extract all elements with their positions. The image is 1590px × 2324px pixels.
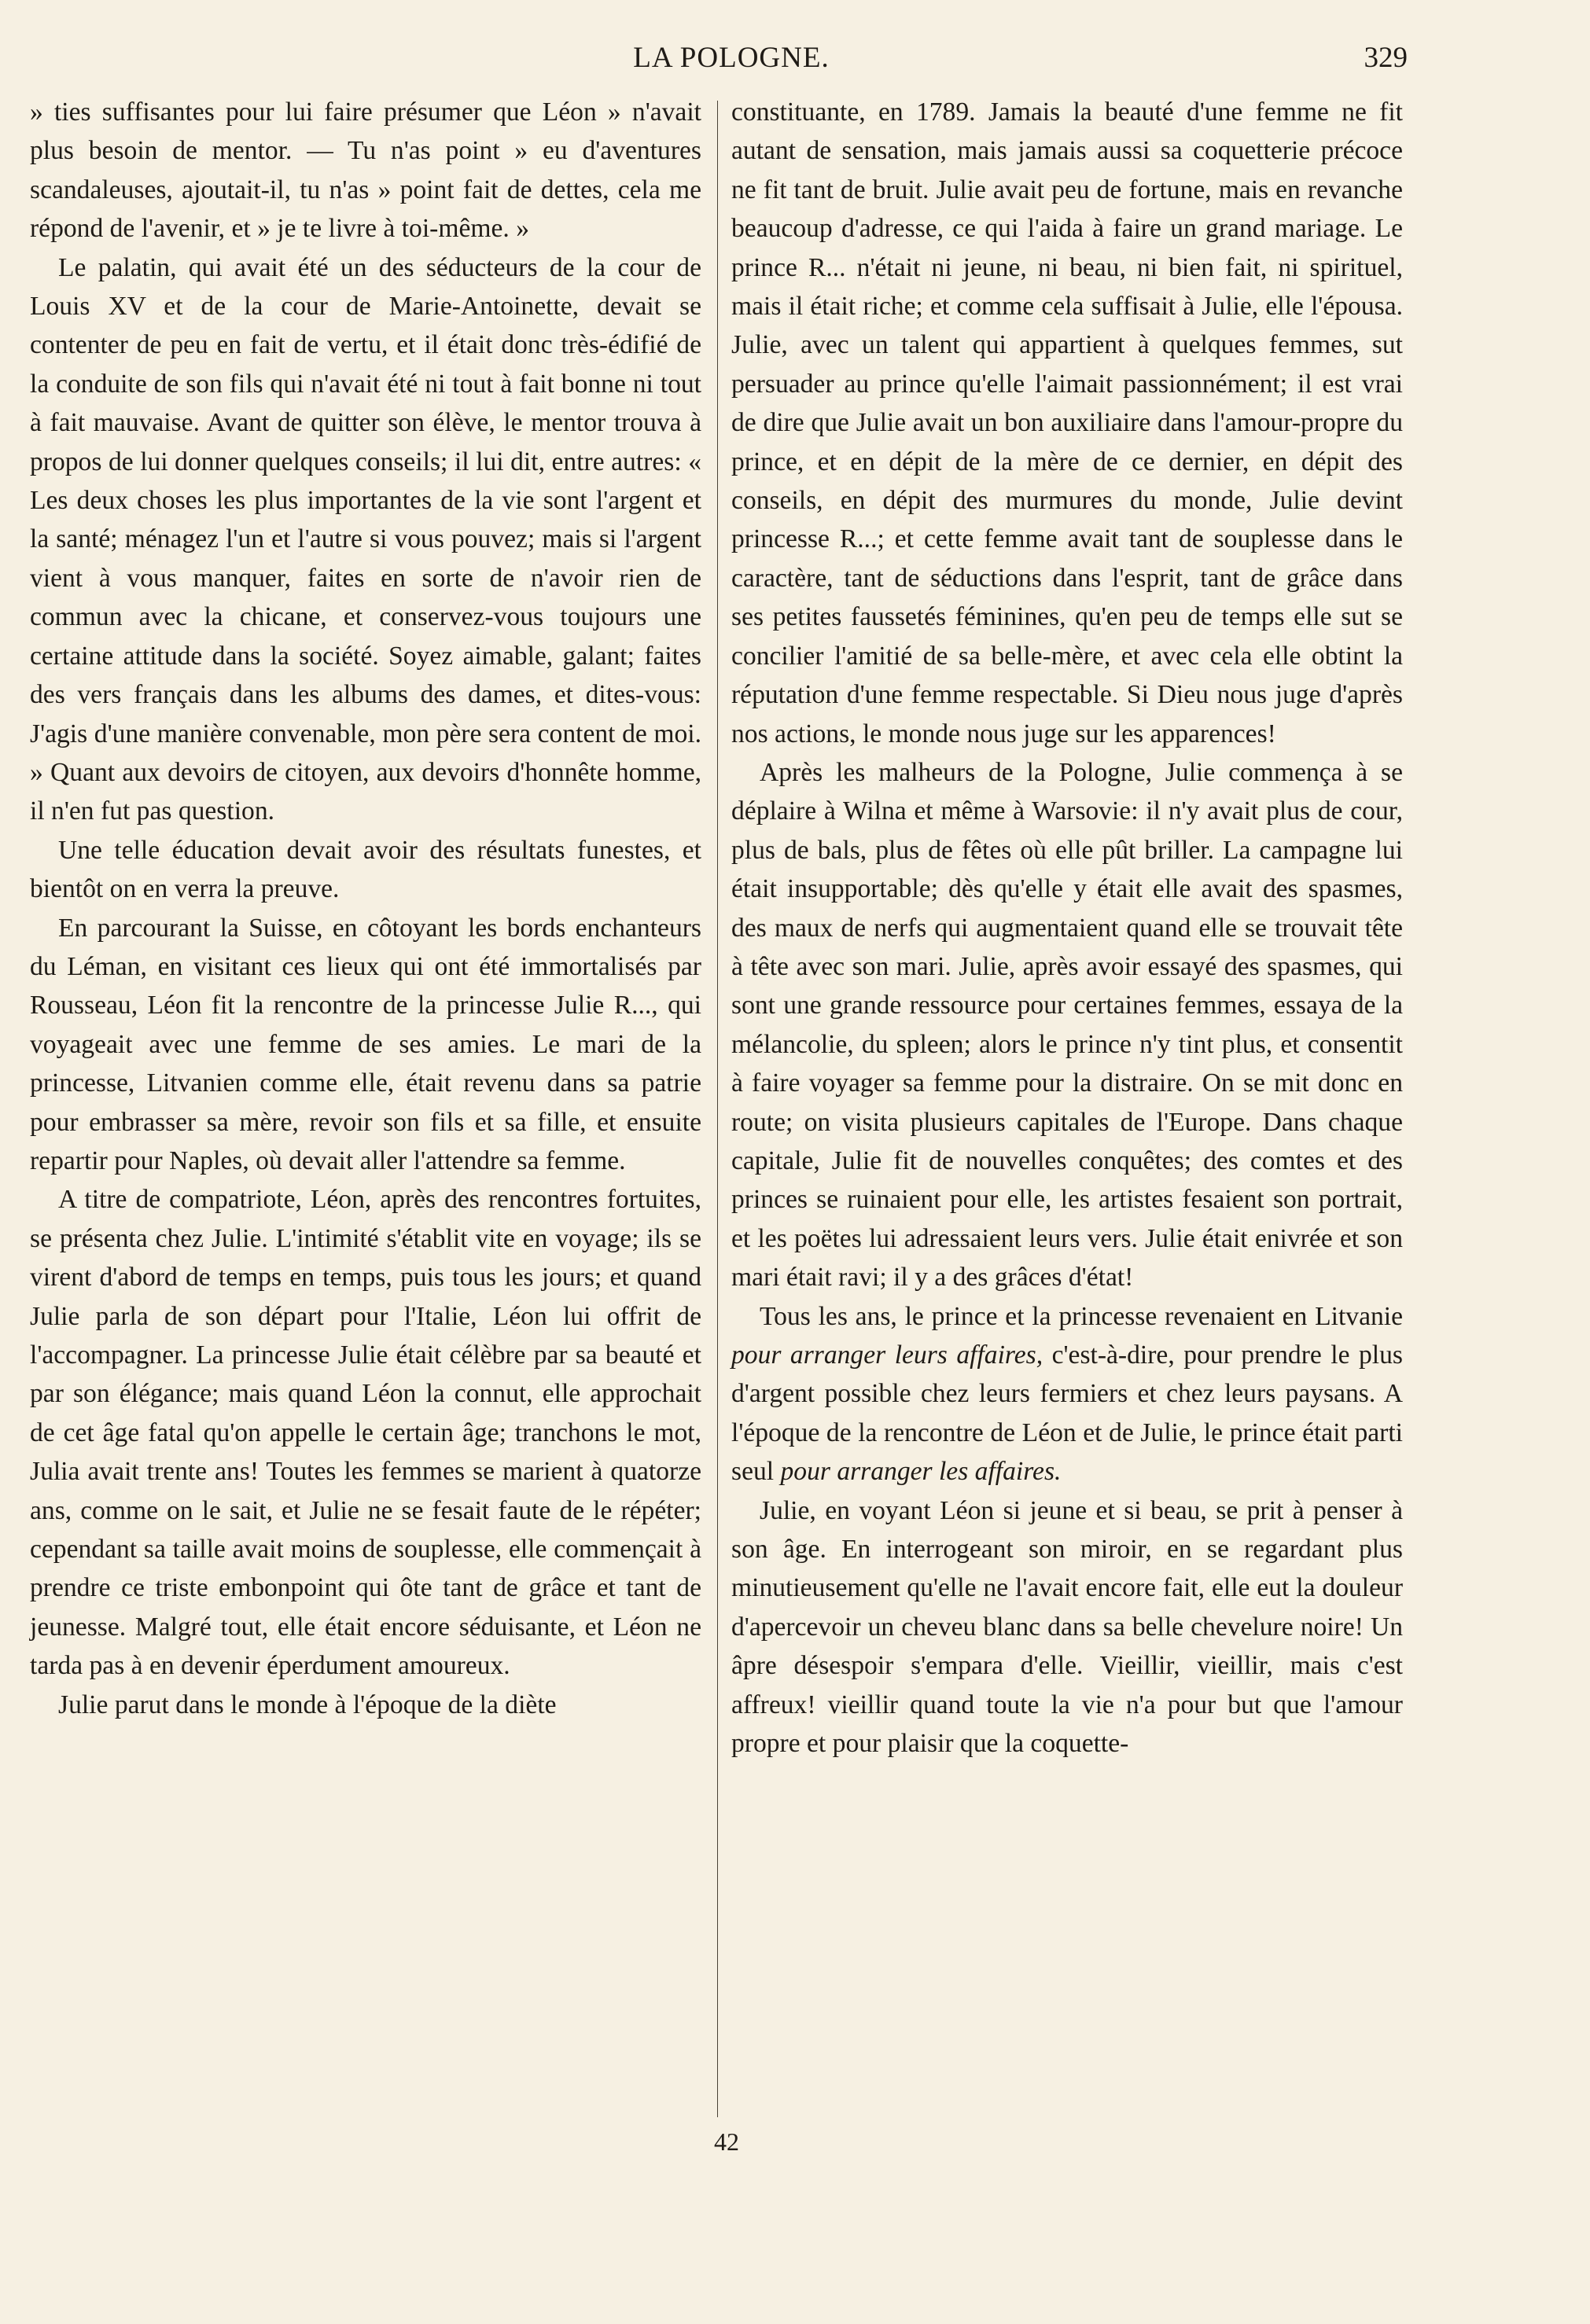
italic-phrase: pour arranger leurs affaires,	[731, 1340, 1043, 1370]
paragraph: A titre de compatriote, Léon, après des rencontres fortuites, se présenta chez Julie. L'intimité s'établit vite en voyage; ils se virent d'abord de temps en temps, puis tous les jours; et quand Julie parla de son départ pour l'Italie, Léon lui offrit de l'accompagner. La princesse Julie était célèbre par sa beauté et par son élégance; mais quand Léon la connut, elle approchait de cet âge fatal qu'on appelle le certain âge; tranchons le mot, Julia avait trente ans! Toutes les femmes se marient à quatorze ans, comme on le sait, et Julie ne se fesait faute de le répéter; cependant sa taille avait moins de souplesse, elle commençait à prendre ce triste embonpoint qui ôte tant de grâce et tant de jeunesse. Malgré tout, elle était encore séduisante, et Léon ne tarda pas à en devenir éperdument amoureux.	[30, 1185, 701, 1681]
paragraph: constituante, en 1789. Jamais la beauté d'une femme ne fit autant de sensation, mais jamais aussi sa coquetterie précoce ne fit tant de bruit. Julie avait peu de fortune, mais en revanche beaucoup d'adresse, ce qui l'aida à faire un grand mariage. Le prince R... n'était ni jeune, ni beau, ni bien fait, ni spirituel, mais il était riche; et comme cela suffisait à Julie, elle l'épousa. Julie, avec un talent qui appartient à quelques femmes, sut persuader au prince qu'elle l'aimait passionnément; il est vrai de dire que Julie avait un bon auxiliaire dans l'amour-propre du prince, et en dépit de la mère de ce dernier, en dépit des conseils, en dépit des murmures du monde, Julie devint princesse R...; et cette femme avait tant de souplesse dans le caractère, tant de séductions dans l'esprit, tant de grâce dans ses petites faussetés féminines, qu'en peu de temps elle sut se concilier l'amitié de sa belle-mère, et avec cela elle obtint la réputation d'une femme respectable. Si Dieu nous juge d'après nos actions, le monde nous juge sur les apparences!	[731, 97, 1403, 748]
text-run: Tous les ans, le prince et la princesse revenaient en Litvanie	[760, 1301, 1403, 1331]
page-header	[55, 41, 1408, 80]
page-number: 329	[1364, 42, 1408, 74]
signature-mark: 42	[714, 2127, 739, 2156]
paragraph-mixed	[731, 1297, 1403, 1491]
right-column	[731, 93, 1403, 1763]
text-run: c'est-à-dire, pour prendre le plus d'argent possible chez leurs fermiers et chez leurs paysans. A l'époque de la rencontre de Léon et de Julie, le prince était parti seul	[731, 1340, 1403, 1487]
column-divider	[717, 101, 718, 2117]
paragraph: Julie parut dans le monde à l'époque de la diète	[58, 1690, 557, 1719]
paragraph: Julie, en voyant Léon si jeune et si beau, se prit à penser à son âge. En interrogeant son miroir, en se regardant plus minutieusement qu'elle ne l'avait encore fait, elle eut la douleur d'apercevoir un cheveu blanc dans sa belle chevelure noire! Un âpre désespoir s'empara d'elle. Vieillir, vieillir, mais c'est affreux! vieillir quand toute la vie n'a pour but que l'amour propre et pour plaisir que la coquette-	[731, 1495, 1403, 1759]
italic-phrase: pour arranger les affaires.	[780, 1457, 1062, 1487]
paragraph: Le palatin, qui avait été un des séducteurs de la cour de Louis XV et de la cour de Marie-Antoinette, devait se contenter de peu en fait de vertu, et il était donc très-édifié de la conduite de son fils qui n'avait été ni tout à fait bonne ni tout à fait mauvaise. Avant de quitter son élève, le mentor trouva à propos de lui donner quelques conseils; il lui dit, entre autres: « Les deux choses les plus importantes de la vie sont l'argent et la santé; ménagez l'un et l'autre si vous pouvez; mais si l'argent vient à vous manquer, faites en sorte de n'avoir rien de commun avec la chicane, et conservez-vous toujours une certaine attitude dans la société. Soyez aimable, galant; faites des vers français dans les albums des dames, et dites-vous: J'agis d'une manière convenable, mon père sera content de moi. » Quant aux devoirs de citoyen, aux devoirs d'honnête homme, il n'en fut pas question.	[30, 252, 701, 826]
running-title: LA POLOGNE.	[633, 42, 830, 74]
paragraph: Une telle éducation devait avoir des résultats funestes, et bientôt on en verra la preuve.	[30, 835, 701, 904]
paragraph: » ties suffisantes pour lui faire présumer que Léon » n'avait plus besoin de mentor. — Tu n'as point » eu d'aventures scandaleuses, ajoutait-il, tu n'as » point fait de dettes, cela me répond de l'avenir, et » je te livre à toi-même. »	[30, 97, 701, 244]
paragraph: En parcourant la Suisse, en côtoyant les bords enchanteurs du Léman, en visitant ces lieux qui ont été immortalisés par Rousseau, Léon fit la rencontre de la princesse Julie R..., qui voyageait avec une femme de ses amies. Le mari de la princesse, Litvanien comme elle, était revenu dans sa patrie pour embrasser sa mère, revoir son fils et sa fille, et ensuite repartir pour Naples, où devait aller l'attendre sa femme.	[30, 913, 701, 1175]
left-column	[30, 93, 701, 1724]
paragraph: Après les malheurs de la Pologne, Julie commença à se déplaire à Wilna et même à Warsovie: il n'y avait plus de cour, plus de bals, plus de fêtes où elle pût briller. La campagne lui était insupportable; dès qu'elle y était elle avait des spasmes, des maux de nerfs qui augmentaient quand elle se trouvait tête à tête avec son mari. Julie, après avoir essayé des spasmes, qui sont une grande ressource pour certaines femmes, essaya de la mélancolie, du spleen; alors le prince n'y tint plus, et consentit à faire voyager sa femme pour la distraire. On se mit donc en route; on visita plusieurs capitales de l'Europe. Dans chaque capitale, Julie fit de nouvelles conquêtes; des comtes et des princes se ruinaient pour elle, les artistes fesaient son portrait, et les poëtes lui adressaient leurs vers. Julie était enivrée et son mari était ravi; il y a des grâces d'état!	[731, 757, 1403, 1293]
